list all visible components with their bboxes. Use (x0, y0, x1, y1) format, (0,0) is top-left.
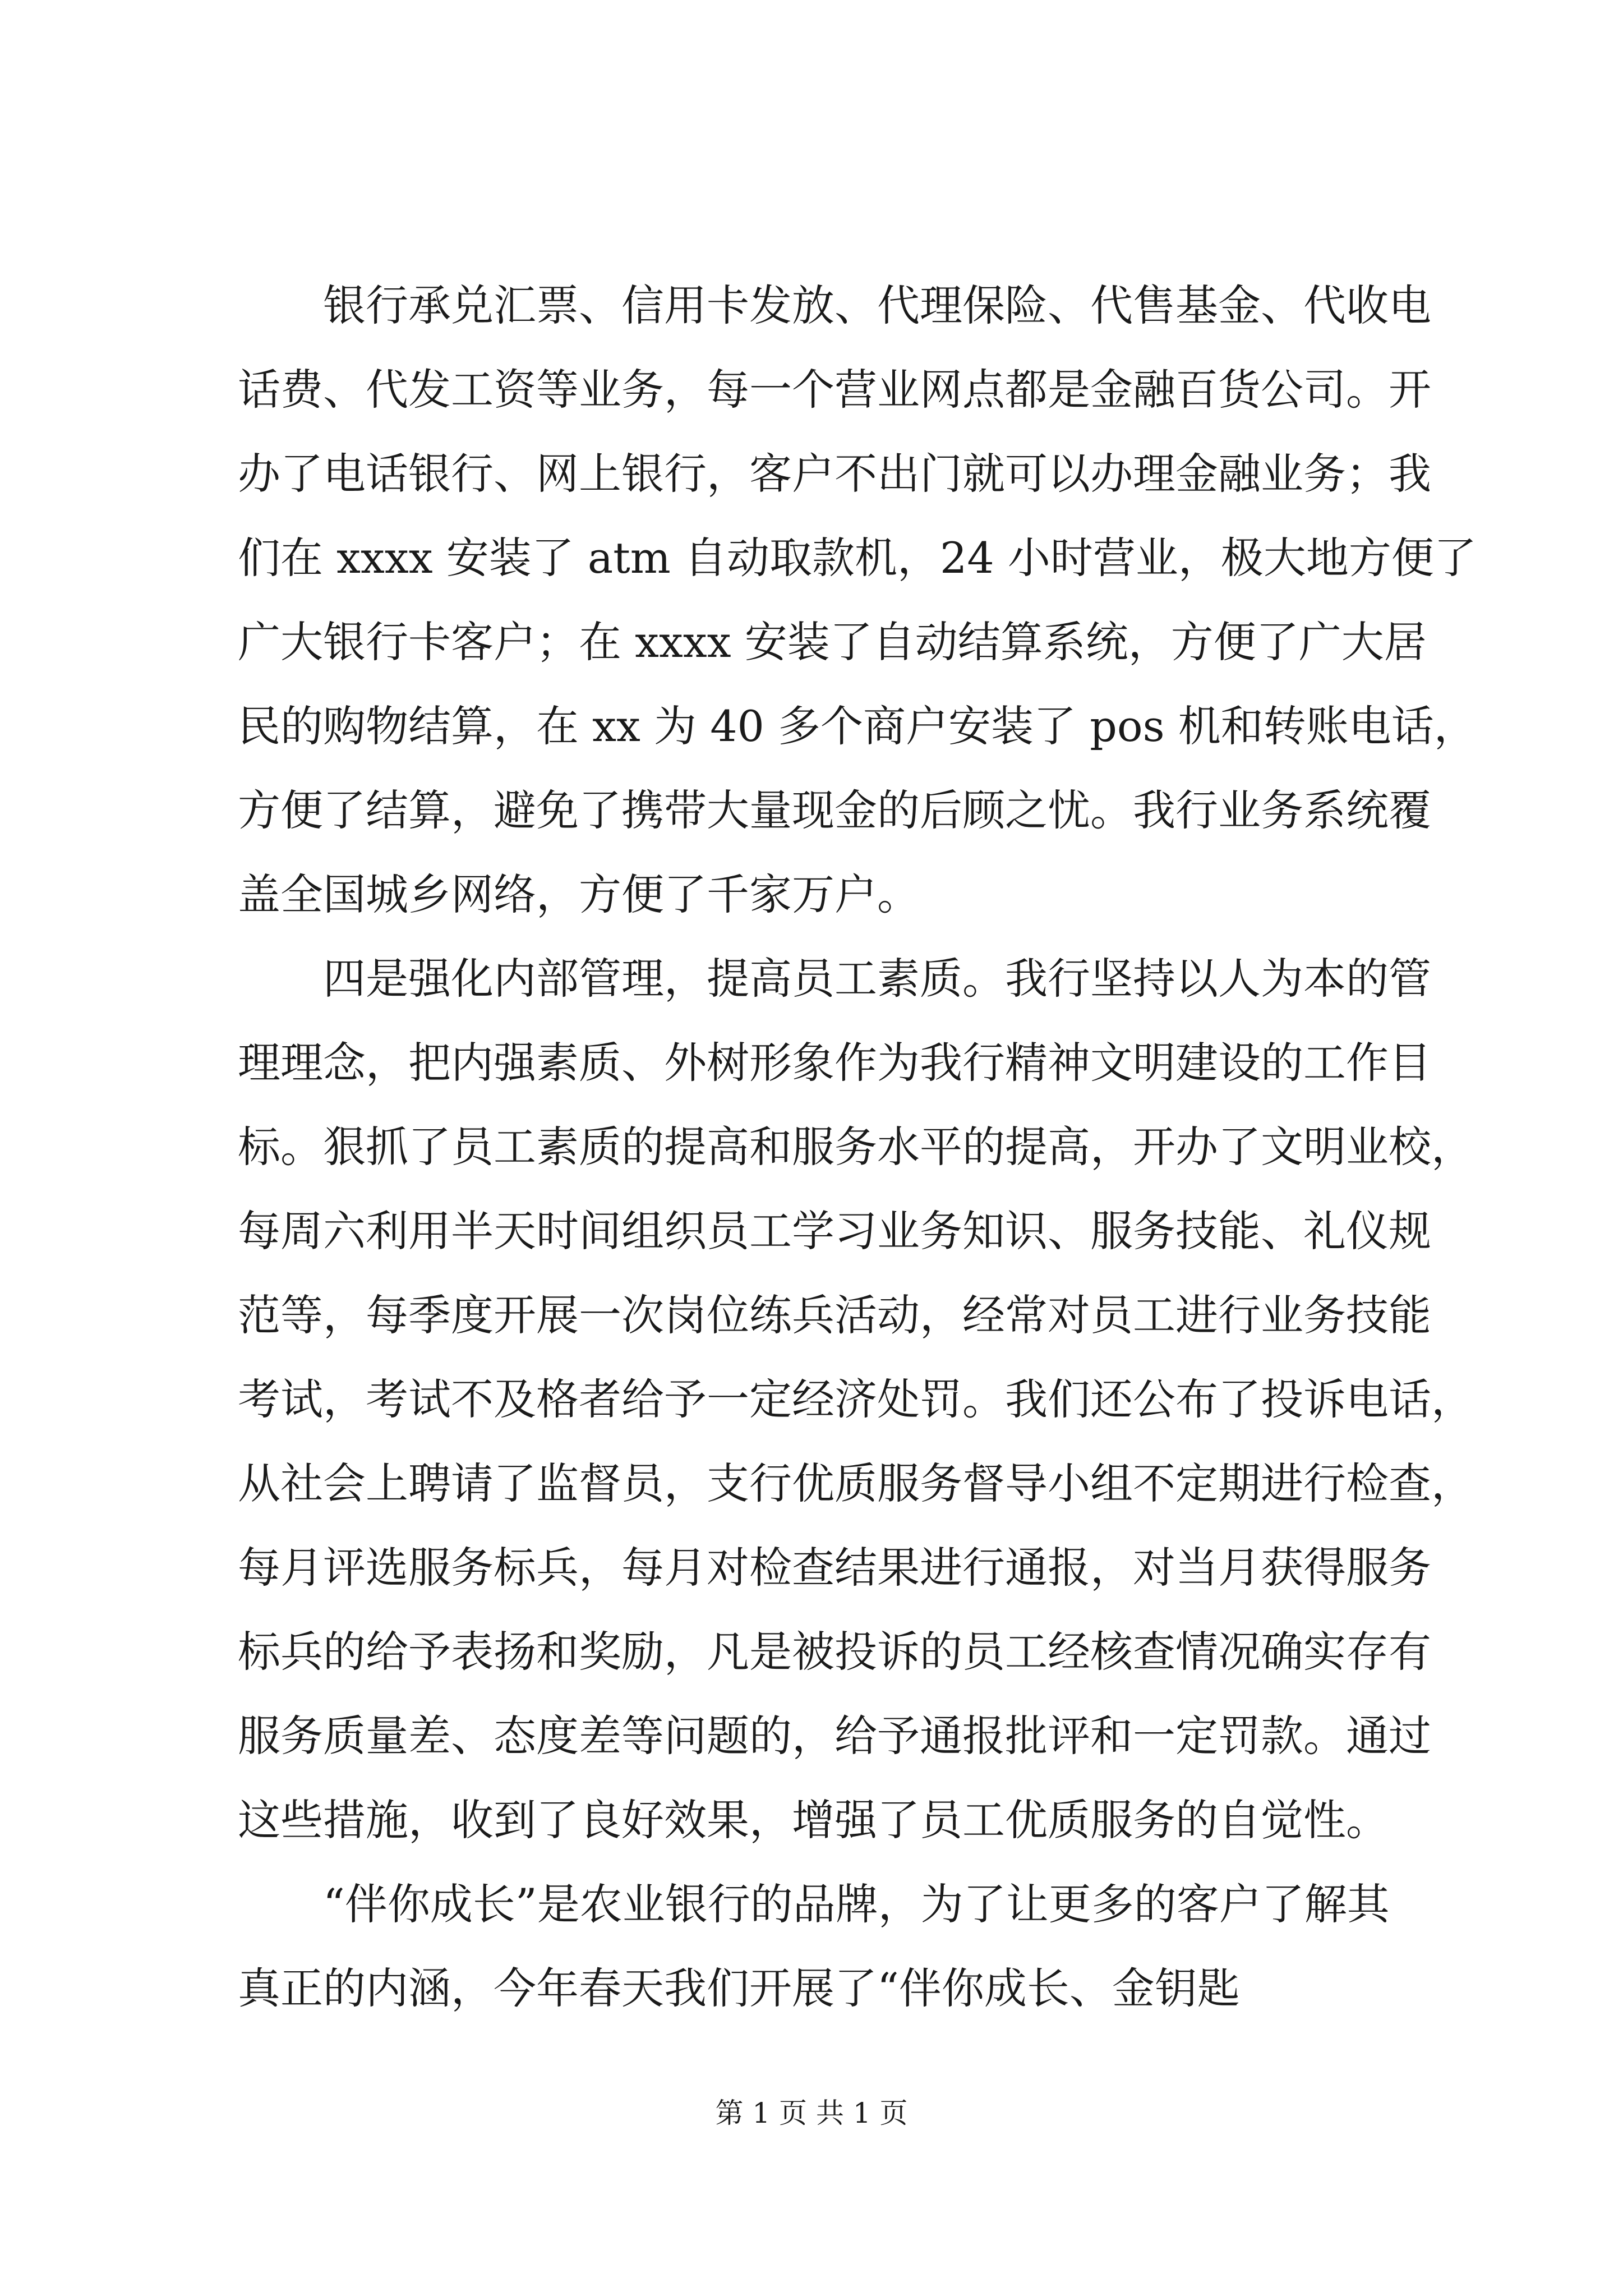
text-line: 服务质量差、态度差等问题的，给予通报批评和一定罚款。通过 (238, 1711, 1431, 1761)
text-line: 盖全国城乡网络，方便了千家万户。 (238, 869, 920, 919)
text-line: 广大银行卡客户；在 xxxx 安装了自动结算系统，方便了广大居 (238, 617, 1427, 667)
text-line: 们在 xxxx 安装了 atm 自动取款机，24 小时营业，极大地方便了 (238, 533, 1477, 583)
text-line: 范等，每季度开展一次岗位练兵活动，经常对员工进行业务技能 (238, 1290, 1431, 1340)
text-line: 每周六利用半天时间组织员工学习业务知识、服务技能、礼仪规 (238, 1206, 1431, 1256)
text-line: 银行承兑汇票、信用卡发放、代理保险、代售基金、代收电 (323, 280, 1431, 330)
text-line: 考试，考试不及格者给予一定经济处罚。我们还公布了投诉电话， (238, 1374, 1474, 1424)
text-line: 这些措施，收到了良好效果，增强了员工优质服务的自觉性。 (238, 1795, 1389, 1845)
text-line: 每月评选服务标兵，每月对检查结果进行通报，对当月获得服务 (238, 1543, 1431, 1593)
text-line: “伴你成长”是农业银行的品牌，为了让更多的客户了解其 (323, 1879, 1390, 1929)
text-line: 真正的内涵，今年春天我们开展了“伴你成长、金钥匙 (238, 1963, 1240, 2013)
text-line: 标兵的给予表扬和奖励，凡是被投诉的员工经核查情况确实存有 (238, 1627, 1431, 1677)
text-line: 从社会上聘请了监督员，支行优质服务督导小组不定期进行检查， (238, 1458, 1474, 1508)
text-line: 理理念，把内强素质、外树形象作为我行精神文明建设的工作目 (238, 1038, 1431, 1088)
page-number: 第 1 页 共 1 页 (715, 2097, 908, 2129)
text-line: 方便了结算，避免了携带大量现金的后顾之忧。我行业务系统覆 (238, 785, 1431, 835)
page-footer (0, 2093, 1623, 2133)
document-body (238, 264, 1477, 2031)
text-line: 办了电话银行、网上银行，客户不出门就可以办理金融业务；我 (238, 449, 1431, 499)
text-line: 标。狠抓了员工素质的提高和服务水平的提高，开办了文明业校， (238, 1122, 1474, 1172)
text-line: 话费、代发工资等业务，每一个营业网点都是金融百货公司。开 (238, 365, 1431, 415)
text-line: 民的购物结算，在 xx 为 40 多个商户安装了 pos 机和转账电话， (238, 701, 1477, 751)
text-line: 四是强化内部管理，提高员工素质。我行坚持以人为本的管 (323, 954, 1431, 1004)
